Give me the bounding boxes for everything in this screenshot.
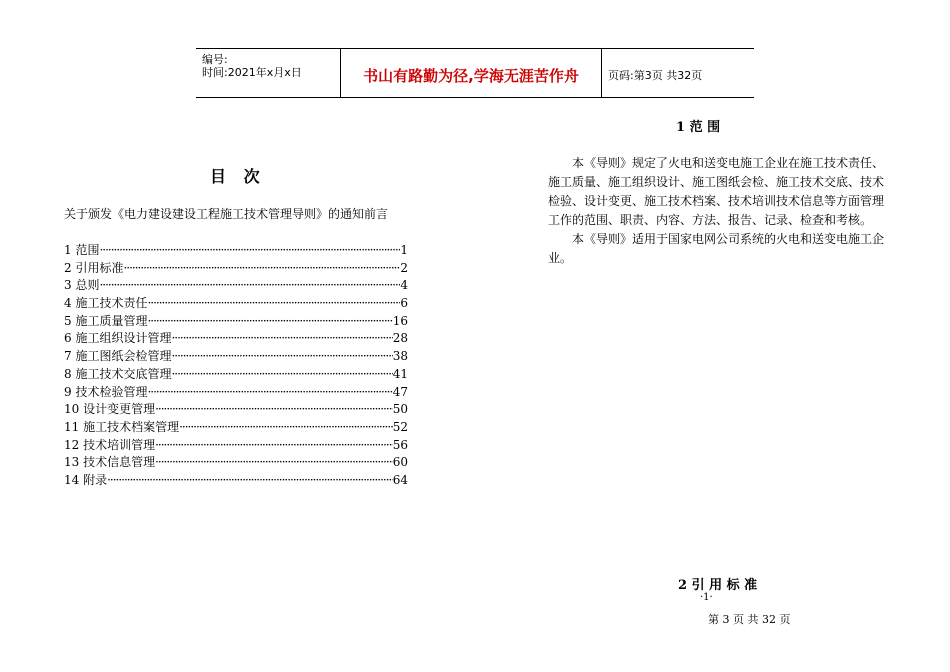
toc-leader-dots bbox=[179, 419, 393, 437]
toc-entry-page: 1 bbox=[400, 243, 408, 257]
toc-entry-label: 9 技术检验管理 bbox=[64, 384, 148, 399]
toc-entry-label: 10 设计变更管理 bbox=[64, 402, 156, 417]
toc-entry-page: 47 bbox=[392, 384, 408, 399]
toc-entry-page: 64 bbox=[392, 472, 408, 487]
toc-entry-label: 2 引用标准 bbox=[64, 260, 124, 275]
toc-leader-dots bbox=[147, 295, 400, 313]
page-footer: 第 3 页 共 32 页 bbox=[708, 613, 791, 626]
toc-entry-label: 7 施工图纸会检管理 bbox=[64, 349, 172, 364]
toc-entry bbox=[64, 260, 408, 278]
toc-entry-label: 14 附录 bbox=[64, 472, 108, 487]
toc-entry bbox=[64, 384, 408, 402]
toc-entry bbox=[64, 277, 408, 295]
toc-entry bbox=[64, 242, 408, 260]
toc-entry-page: 2 bbox=[400, 260, 408, 275]
section-1-body bbox=[548, 154, 884, 268]
section-1-paragraph: 本《导则》适用于国家电网公司系统的火电和送变电施工企业。 bbox=[548, 232, 885, 265]
toc-leader-dots bbox=[107, 472, 393, 490]
toc-entry-label: 13 技术信息管理 bbox=[64, 455, 156, 470]
toc-entry-page: 52 bbox=[392, 419, 408, 434]
section-1-paragraph: 本《导则》规定了火电和送变电施工企业在施工技术责任、施工质量、施工组织设计、施工图纸会检、施工技术交底、技术检验、设计变更、施工技术档案、技术培训技术信息等方面管理工作的范围、职责、内容、方法、报告、记录、检查和考核。 bbox=[548, 156, 885, 227]
toc-leader-dots bbox=[147, 313, 392, 331]
toc-entry-label: 5 施工质量管理 bbox=[64, 313, 148, 328]
toc-entry-page: 6 bbox=[400, 296, 408, 311]
toc-entry-page: 28 bbox=[392, 331, 408, 346]
toc-entry bbox=[64, 295, 408, 313]
header-motto: 书山有路勤为径,学海无涯苦作舟 bbox=[363, 67, 579, 85]
toc-intro: 关于颁发《电力建设建设工程施工技术管理导则》的通知前言 bbox=[64, 207, 389, 221]
toc-leader-dots bbox=[171, 366, 392, 384]
section-1-title: 1 范 围 bbox=[676, 120, 721, 135]
toc-leader-dots bbox=[155, 454, 393, 472]
toc-entry bbox=[64, 419, 408, 437]
toc-entry bbox=[64, 330, 408, 348]
toc-entry-page: 50 bbox=[392, 402, 408, 417]
toc-entry bbox=[64, 348, 408, 366]
toc-entry-page: 38 bbox=[392, 349, 408, 364]
toc-leader-dots bbox=[123, 260, 400, 278]
header-motto-cell bbox=[341, 49, 602, 97]
serial-label: 编号: bbox=[202, 53, 228, 66]
section-2-title: 2 引 用 标 准 bbox=[678, 578, 758, 593]
toc-entry-label: 3 总则 bbox=[64, 278, 100, 293]
toc-entry-page: 60 bbox=[392, 455, 408, 470]
toc-leader-dots bbox=[155, 401, 393, 419]
header-page-info: 页码:第3页 共32页 bbox=[608, 69, 703, 82]
date-label: 时间:2021年x月x日 bbox=[202, 66, 302, 79]
toc-entry-page: 41 bbox=[392, 366, 408, 381]
page-header bbox=[196, 48, 754, 98]
toc-list bbox=[64, 242, 408, 490]
toc-leader-dots bbox=[155, 437, 393, 455]
toc-entry bbox=[64, 454, 408, 472]
toc-entry-label: 6 施工组织设计管理 bbox=[64, 331, 172, 346]
toc-leader-dots bbox=[147, 384, 392, 402]
toc-entry-page: 16 bbox=[392, 313, 408, 328]
toc-entry bbox=[64, 313, 408, 331]
toc-entry bbox=[64, 366, 408, 384]
toc-entry-label: 11 施工技术档案管理 bbox=[64, 419, 180, 434]
toc-entry bbox=[64, 472, 408, 490]
toc-title: 目 次 bbox=[210, 167, 266, 186]
toc-entry-label: 8 施工技术交底管理 bbox=[64, 366, 172, 381]
toc-entry bbox=[64, 437, 408, 455]
toc-entry-label: 4 施工技术责任 bbox=[64, 296, 148, 311]
toc-entry bbox=[64, 401, 408, 419]
toc-entry-label: 1 范围 bbox=[64, 243, 100, 257]
toc-entry-page: 56 bbox=[392, 437, 408, 452]
toc-leader-dots bbox=[171, 330, 392, 348]
page-number: ·1· bbox=[700, 592, 713, 603]
toc-leader-dots bbox=[99, 277, 400, 295]
header-left-cell bbox=[196, 49, 341, 97]
toc-entry-page: 4 bbox=[400, 278, 408, 293]
header-page-cell bbox=[602, 49, 754, 97]
toc-leader-dots bbox=[99, 242, 400, 260]
toc-entry-label: 12 技术培训管理 bbox=[64, 437, 156, 452]
toc-leader-dots bbox=[171, 348, 392, 366]
